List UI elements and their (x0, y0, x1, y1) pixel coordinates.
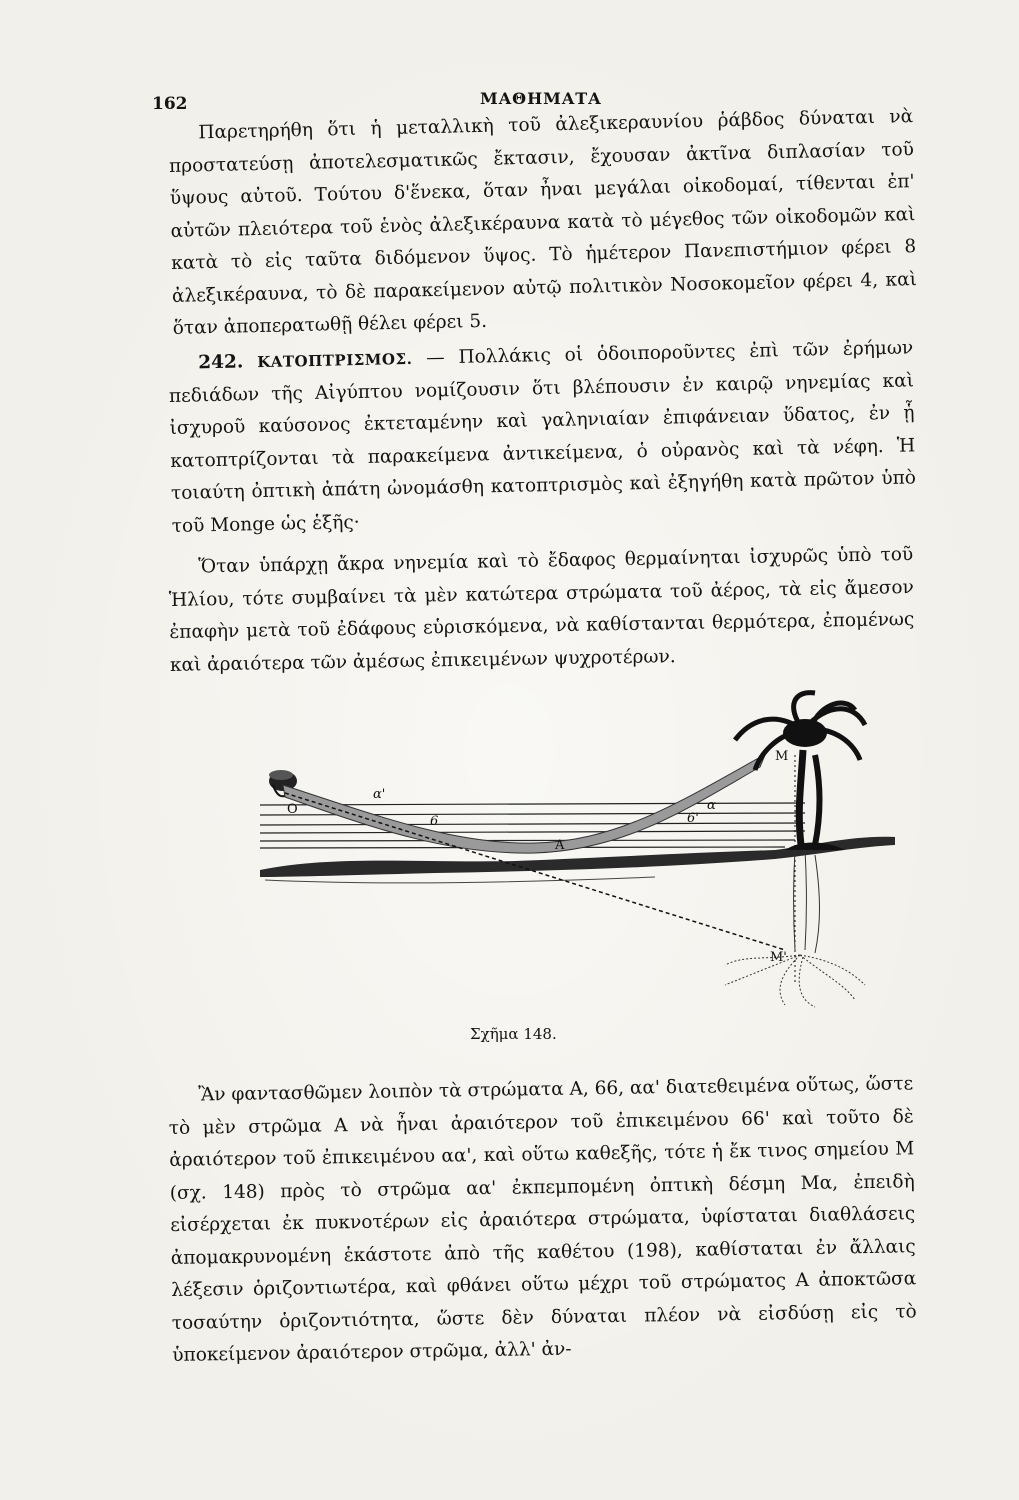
figure-caption: Σχῆμα 148. (470, 1025, 557, 1043)
label-image-M: M' (770, 950, 787, 965)
label-layer-b-right: 6' (687, 811, 699, 826)
section-number: 242. (198, 351, 244, 374)
running-title: ΜΑΘΗΜΑΤΑ (480, 89, 602, 108)
page-number: 162 (152, 94, 188, 114)
section-text: — Πολλάκις οἱ ὁδοιποροῦντες ἐπὶ τῶν ἐρήμων πεδιάδων τῆς Αἰγύπτου νομίζουσιν ὅτι βλέπουσιν ἐν καιρῷ νηνεμίας καὶ ἰσχυροῦ καύσονος ἐκτεταμένην καὶ γαληνιαίαν ἐπιφάνειαν ὕδατος, ἐν ᾗ κατοπτρίζονται τὰ παρακείμενα ἀντικείμενα, ὁ οὐρανὸς καὶ τὰ νέφη. Ἡ τοιαύτη ὀπτικὴ ἀπάτη ὠνομάσθη κατοπτρισμὸς καὶ ἐξηγήθη κατὰ πρῶτον ὑπὸ τοῦ Monge ὡς ἑξῆς· (168, 337, 917, 537)
label-layer-a-right: α (707, 798, 716, 813)
palm-tree (735, 693, 865, 850)
label-observer: O (287, 802, 298, 817)
paragraph-air-layers: Ὅταν ὑπάρχῃ ἄκρα νηνεμία καὶ τὸ ἔδαφος θερμαίνηται ἰσχυρῶς ὑπὸ τοῦ Ἡλίου, τότε συμβαίνει τὰ μὲν κατώτερα στρώματα τοῦ ἀέρος, τὰ εἰς ἄμεσον ἐπαφὴν μετὰ τοῦ ἐδάφους εὑρισκόμενα, νὰ καθίστανται θερμότερα, ἐπομένως καὶ ἀραιότερα τῶν ἀμέσως ἐπικειμένων ψυχροτέρων. (168, 543, 915, 676)
label-point-M: M (775, 749, 789, 764)
label-layer-A: A (555, 838, 565, 853)
label-layer-a: α' (373, 787, 386, 802)
inverted-palm (725, 850, 865, 1007)
paragraph-mirage-intro (168, 332, 917, 543)
section-title: ΚΑΤΟΠΤΡΙΣΜΟΣ. (257, 349, 413, 372)
label-layer-b-left: 6 (430, 814, 439, 829)
paragraph-refraction: Ἂν φαντασθῶμεν λοιπὸν τὰ στρώματα Α, 66, αα' διατεθειμένα οὕτως, ὥστε τὸ μὲν στρῶμα Α νὰ ἦναι ἀραιότερον τοῦ ἐπικειμένου 66' καὶ τοῦτο δὲ ἀραιότερον τοῦ ἐπικειμένου αα', καὶ οὕτω καθεξῆς, τότε ἡ ἔκ τινος σημείου Μ (σχ. 148) πρὸς τὸ στρῶμα αα' ἐκπεμπομένη ὀπτικὴ δέσμη Μα, ἐπειδὴ εἰσέρχεται ἐκ πυκνοτέρων εἰς ἀραιότερα στρώματα, ὑφίσταται διαθλάσεις ἀπομακρυνομένη ἑκάστοτε ἀπὸ τῆς καθέτου (198), καθίσταται ἐν ἄλλαις λέξεσιν ὁριζοντιωτέρα, καὶ φθάνει οὕτω μέχρι τοῦ στρώματος Α ἀποκτῶσα τοσαύτην ὁριζοντιότητα, ὥστε δὲν δύναται πλέον νὰ εἰσδύσῃ εἰς τὸ ὑποκείμενον ἀραιότερον στρῶμα, ἀλλ' ἀν- (168, 1073, 917, 1366)
paragraph-lightning-rods: Παρετηρήθη ὅτι ἡ μεταλλικὴ τοῦ ἀλεξικεραυνίου ῥάβδος δύναται νὰ προστατεύσῃ ἀποτελεσματικῶς ἔκτασιν, ἔχουσαν ἀκτῖνα διπλασίαν τοῦ ὕψους αὐτοῦ. Τούτου δ'ἕνεκα, ὅταν ἦναι μεγάλαι οἰκοδομαί, τίθενται ἐπ' αὐτῶν πλειότερα τοῦ ἑνὸς ἀλεξικέραυνα κατὰ τὸ μέγεθος τῶν οἰκοδομῶν καὶ κατὰ τὸ εἰς ταῦτα διδόμενον ὕψος. Τὸ ἡμέτερον Πανεπιστήμιον φέρει 8 ἀλεξικέραυνα, τὸ δὲ παρακείμενον αὐτῷ πολιτικὸν Νοσοκομεῖον φέρει 4, καὶ ὅταν ἀποπερατωθῇ θέλει φέρει 5. (168, 106, 918, 339)
mirage-figure (255, 685, 915, 1015)
